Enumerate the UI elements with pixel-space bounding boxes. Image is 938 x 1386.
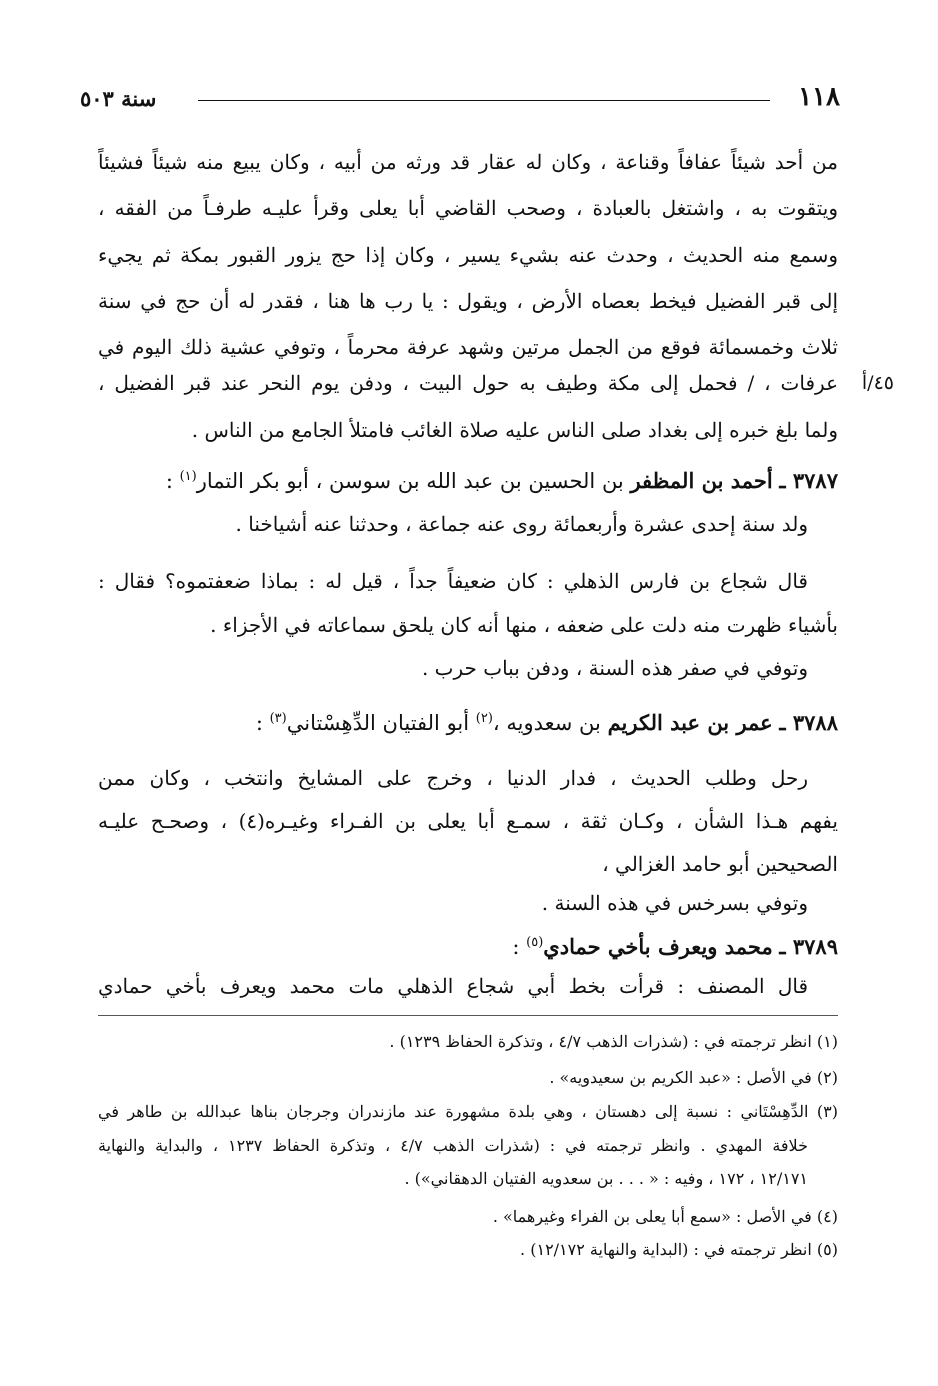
entry-lineage: بن سعدويه ، xyxy=(492,711,601,735)
footnote: (٤) في الأصل : «سمع أبا يعلى بن الفراء وغيرهما» . xyxy=(492,1207,838,1226)
body-line: قال المصنف : قرأت بخط أبي شجاع الذهلي مات محمد ويعرف بأخي حمادي xyxy=(98,974,808,998)
entry-number: ٣٧٨٩ ـ xyxy=(779,934,838,959)
entry-kunya: أبو الفتيان الدِّهِسْتاني xyxy=(286,711,476,735)
entry-heading-3787 xyxy=(98,459,838,499)
footnote-ref: (١) xyxy=(179,469,197,484)
margin-folio-note: ٤٥/أ xyxy=(861,372,894,394)
body-line: رحل وطلب الحديث ، فدار الدنيا ، وخرج على المشايخ وانتخب ، وكان ممن xyxy=(98,766,808,790)
entry-colon: : xyxy=(512,935,527,959)
footnote-ref: (٥) xyxy=(526,935,544,950)
body-line: من أحد شيئاً عفافاً وقناعة ، وكان له عقار قد ورثه من أبيه ، وكان يبيع منه شيئاً فشيئاً xyxy=(98,150,838,174)
footnote: (١) انظر ترجمته في : (شذرات الذهب ٤/٧ ، وتذكرة الحفاظ ١٢٣٩) . xyxy=(389,1032,838,1051)
entry-colon: : xyxy=(165,469,180,493)
body-line: بأشياء ظهرت منه دلت على ضعفه ، منها أنه كان يلحق سماعاته في الأجزاء . xyxy=(210,613,838,637)
page-header xyxy=(80,80,840,116)
body-line: عرفات ، / فحمل إلى مكة وطيف به حول البيت ، ودفن يوم النحر عند قبر الفضيل ، xyxy=(98,371,838,395)
body-line: وسمع منه الحديث ، وحدث عنه بشيء يسير ، وكان إذا حج يزور القبور بمكة ثم يجيء xyxy=(98,243,838,267)
footnote: (٥) انظر ترجمته في : (البداية والنهاية ١٢/١٧٢) . xyxy=(520,1240,838,1259)
header-rule xyxy=(198,100,770,101)
entry-name: عمر بن عبد الكريم xyxy=(607,710,773,735)
footnote-continuation: ١٢/١٧١ ، ١٧٢ ، وفيه : « . . . بن سعدويه الفتيان الدهقاني») . xyxy=(404,1169,808,1188)
footnote-continuation: خلافة المهدي . وانظر ترجمته في : (شذرات الذهب ٤/٧ ، وتذكرة الحفاظ ١٢٣٧ ، والبداية والنهاية xyxy=(98,1136,808,1155)
footnote-separator xyxy=(98,1015,838,1016)
entry-number: ٣٧٨٧ ـ xyxy=(779,468,838,493)
body-line: ولد سنة إحدى عشرة وأربعمائة روى عنه جماعة ، وحدثنا عنه أشياخنا . xyxy=(235,512,808,536)
footnote: (٣) الدِّهِسْتَاني : نسبة إلى دهستان ، وهي بلدة مشهورة عند مازندران وجرجان بناها عبدالله بن طاهر في xyxy=(98,1102,838,1121)
body-line: ويتقوت به ، واشتغل بالعبادة ، وصحب القاضي أبا يعلى وقرأ عليـه طرفـاً من الفقه ، xyxy=(98,196,838,220)
body-line: وتوفي في صفر هذه السنة ، ودفن بباب حرب . xyxy=(421,656,808,680)
entry-colon: : xyxy=(255,711,270,735)
body-line: الصحيحين أبو حامد الغزالي ، xyxy=(602,852,838,876)
footnote: (٢) في الأصل : «عبد الكريم بن سعيدويه» . xyxy=(549,1068,838,1087)
body-line: ولما بلغ خبره إلى بغداد صلى الناس عليه صلاة الغائب فامتلأ الجامع من الناس . xyxy=(191,418,838,442)
running-head-year: سنة ٥٠٣ xyxy=(80,86,157,111)
entry-name: أحمد بن المظفر xyxy=(630,468,773,493)
entry-name: محمد ويعرف بأخي حمادي xyxy=(543,934,773,959)
body-line: ثلاث وخمسمائة فوقع من الجمل مرتين وشهد عرفة محرماً ، وتوفي عشية ذلك اليوم في xyxy=(98,335,838,359)
body-line: يفهم هـذا الشأن ، وكـان ثقة ، سمـع أبا يعلى بن الفـراء وغيـره(٤) ، وصحـح عليـه xyxy=(98,809,838,833)
entry-lineage: بن الحسين بن عبد الله بن سوسن ، أبو بكر التمار xyxy=(196,469,624,493)
entry-number: ٣٧٨٨ ـ xyxy=(779,710,838,735)
page-number: ١١٨ xyxy=(798,82,840,112)
entry-heading-3788 xyxy=(98,701,838,741)
footnote-ref: (٢) xyxy=(475,711,493,726)
body-line: قال شجاع بن فارس الذهلي : كان ضعيفاً جداً ، قيل له : بماذا ضعفتموه؟ فقال : xyxy=(98,569,808,593)
body-line: وتوفي بسرخس في هذه السنة . xyxy=(541,891,808,915)
entry-heading-3789 xyxy=(98,925,838,965)
body-line: إلى قبر الفضيل فيخط بعصاه الأرض ، ويقول : يا رب ها هنا ، فقدر له أن حج في سنة xyxy=(98,289,838,313)
footnote-ref: (٣) xyxy=(269,711,287,726)
